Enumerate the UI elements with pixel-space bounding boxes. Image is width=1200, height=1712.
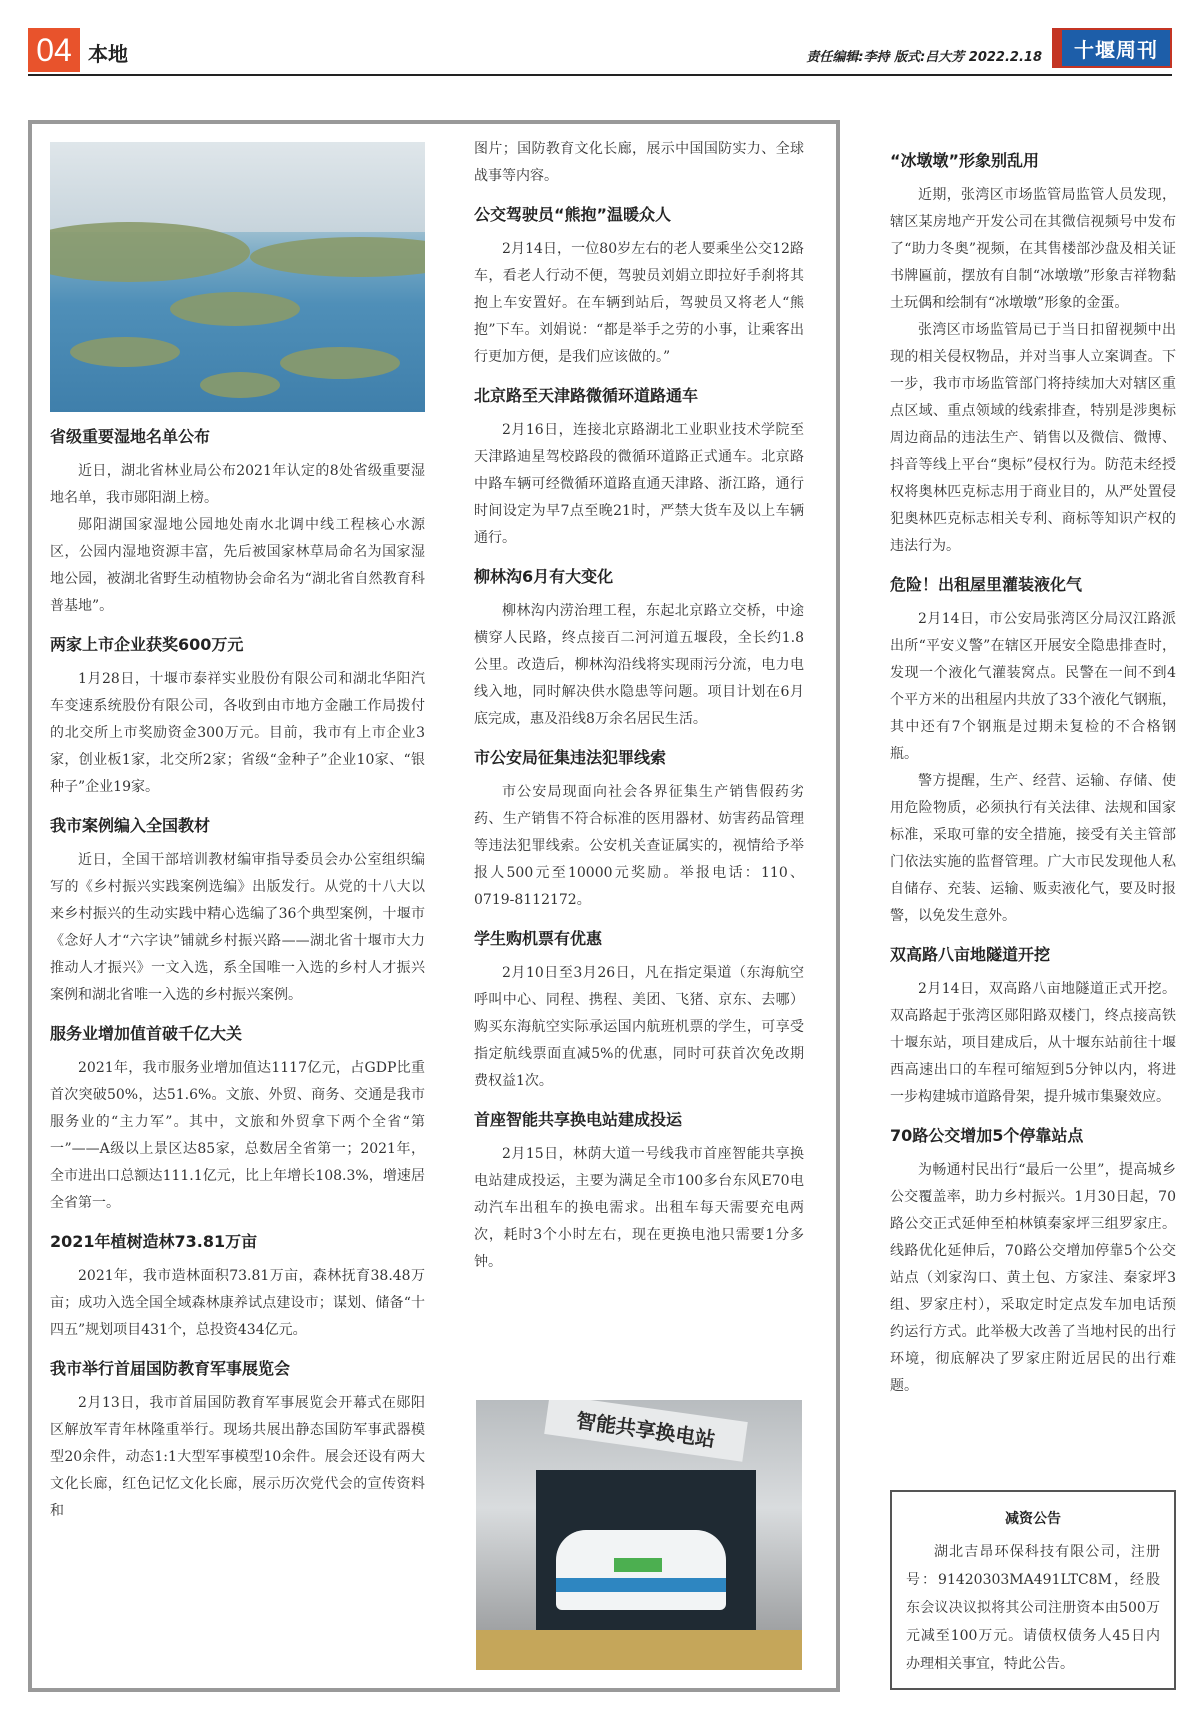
article-heading: 危险！出租屋里灌装液化气 [890, 575, 1083, 594]
article-heading: 70路公交增加5个停靠站点 [890, 1126, 1084, 1145]
notice-title: 减资公告 [1005, 1511, 1061, 1527]
article-heading: 两家上市企业获奖600万元 [50, 635, 244, 654]
masthead-logo [1052, 28, 1172, 68]
column-b [474, 136, 804, 1276]
article-heading: 我市案例编入全国教材 [50, 816, 211, 835]
article-paragraph: 近期，张湾区市场监管局监管人员发现，辖区某房地产开发公司在其微信视频号中发布了“助力冬奥”视频，在其售楼部沙盘及相关证书牌匾前，摆放有自制“冰墩墩”形象吉祥物黏土玩偶和绘制有“冰墩墩”形象的金蛋。 [890, 187, 1176, 311]
article-paragraph: 2月10日至3月26日，凡在指定渠道（东海航空呼叫中心、同程、携程、美团、飞猪、京东、去哪）购买东海航空实际承运国内航班机票的学生，可享受指定航线票面直减5%的优惠，同时可获首次免改期费权益1次。 [474, 965, 804, 1089]
article-heading: 省级重要湿地名单公布 [50, 427, 211, 446]
article-paragraph: 2月13日，我市首届国防教育军事展览会开幕式在郧阳区解放军青年林隆重举行。现场共展出静态国防军事武器模型20余件，动态1:1大型军事模型10余件。展会还设有两大文化长廊，红色记忆文化长廊，展示历次党代会的宣传资料和 [50, 1395, 425, 1519]
battery-swap-station-photo [476, 1400, 802, 1670]
article-heading: 学生购机票有优惠 [474, 929, 603, 948]
article-heading: 柳林沟6月有大变化 [474, 567, 614, 586]
header-rule [28, 74, 1172, 76]
article-paragraph: 2月14日，双高路八亩地隧道正式开挖。双高路起于张湾区郧阳路双楼门，终点接高铁十堰东站，项目建成后，从十堰东站前往十堰西高速出口的车程可缩短到5分钟以内，将进一步构建城市道路骨架，提升城市集聚效应。 [890, 981, 1176, 1105]
article-heading: 首座智能共享换电站建成投运 [474, 1110, 683, 1129]
article-heading: 双高路八亩地隧道开挖 [890, 945, 1051, 964]
article-paragraph: 为畅通村民出行“最后一公里”，提高城乡公交覆盖率，助力乡村振兴。1月30日起，70路公交正式延伸至柏林镇秦家坪三组罗家庄。线路优化延伸后，70路公交增加停靠5个公交站点（刘家沟口、黄土包、方家洼、秦家坪3组、罗家庄村），采取定时定点发车加电话预约运行方式。此举极大改善了当地村民的出行环境，彻底解决了罗家庄附近居民的出行难题。 [890, 1162, 1176, 1394]
article-paragraph: 2月16日，连接北京路湖北工业职业技术学院至天津路迪星驾校路段的微循环道路正式通车。北京路中路车辆可经微循环道路直通天津路、浙江路，通行时间设定为早7点至晚21时，严禁大货车及以上车辆通行。 [474, 422, 804, 546]
editor-info: 责任编辑:李持 版式:吕大芳 2022.2.18 [806, 50, 1042, 65]
notice-body: 湖北吉昂环保科技有限公司，注册号：91420303MA491LTC8M，经股东会议决议拟将其公司注册资本由500万元减至100万元。请债权债务人45日内办理相关事宜，特此公告。 [906, 1544, 1160, 1672]
article-paragraph: 2021年，我市服务业增加值达1117亿元，占GDP比重首次突破50%，达51.6%。文旅、外贸、商务、交通是我市服务业的“主力军”。其中，文旅和外贸拿下两个全省“第一”——A级以上景区达85家，总数居全省第一；2021年，全市进出口总额达111.1亿元，比上年增长108.3%，增速居全省第一。 [50, 1060, 425, 1211]
article-paragraph: 图片；国防教育文化长廊，展示中国国防实力、全球战事等内容。 [474, 141, 804, 184]
article-paragraph: 2月14日，市公安局张湾区分局汉江路派出所“平安义警”在辖区开展安全隐患排查时，发现一个液化气灌装窝点。民警在一间不到4个平方米的出租屋内共放了33个液化气钢瓶，其中还有7个钢瓶是过期未复检的不合格钢瓶。 [890, 611, 1176, 762]
station-sign: 智能共享换电站 [544, 1400, 748, 1462]
column-a [50, 142, 425, 1525]
article-heading: 市公安局征集违法犯罪线索 [474, 748, 667, 767]
lake-aerial-photo [50, 142, 425, 412]
page-header [28, 28, 1172, 72]
article-paragraph: 市公安局现面向社会各界征集生产销售假药劣药、生产销售不符合标准的医用器材、妨害药品管理等违法犯罪线索。公安机关查证属实的，视情给予举报人500元至10000元奖励。举报电话：110、0719-8112172。 [474, 784, 804, 908]
article-paragraph: 2月14日，一位80岁左右的老人要乘坐公交12路车，看老人行动不便，驾驶员刘娟立即拉好手刹将其抱上车安置好。在车辆到站后，驾驶员又将老人“熊抱”下车。刘娟说：“都是举手之劳的小事，让乘客出行更加方便，是我们应该做的。” [474, 241, 804, 365]
article-heading: 我市举行首届国防教育军事展览会 [50, 1359, 291, 1378]
article-paragraph: 2月15日，林荫大道一号线我市首座智能共享换电站建成投运，主要为满足全市100多台东风E70电动汽车出租车的换电需求。出租车每天需要充电两次，耗时3个小时左右，现在更换电池只需要1分多钟。 [474, 1146, 804, 1270]
section-label: 本地 [88, 42, 128, 66]
article-paragraph: 柳林沟内涝治理工程，东起北京路立交桥，中途横穿人民路，终点接百二河河道五堰段，全长约1.8公里。改造后，柳林沟沿线将实现雨污分流，电力电线入地，同时解决供水隐患等问题。项目计划在6月底完成，惠及沿线8万余名居民生活。 [474, 603, 804, 727]
column-c [890, 136, 1176, 1400]
masthead-title: 十堰周刊 [1062, 30, 1170, 66]
article-heading: 服务业增加值首破千亿大关 [50, 1024, 243, 1043]
article-paragraph: 张湾区市场监管局已于当日扣留视频中出现的相关侵权物品，并对当事人立案调查。下一步，我市市场监管部门将持续加大对辖区重点区域、重点领域的线索排查，特别是涉奥标周边商品的违法生产、销售以及微信、微博、抖音等线上平台“奥标”侵权行为。防范未经授权将奥林匹克标志用于商业目的，从严处置侵犯奥林匹克标志相关专利、商标等知识产权的违法行为。 [890, 322, 1176, 554]
article-paragraph: 郧阳湖国家湿地公园地处南水北调中线工程核心水源区，公园内湿地资源丰富，先后被国家林草局命名为国家湿地公园，被湖北省野生动植物协会命名为“湖北省自然教育科普基地”。 [50, 517, 425, 614]
article-paragraph: 近日，全国干部培训教材编审指导委员会办公室组织编写的《乡村振兴实践案例选编》出版发行。从党的十八大以来乡村振兴的生动实践中精心选编了36个典型案例，十堰市《念好人才“六字诀”铺就乡村振兴路——湖北省十堰市大力推动人才振兴》一文入选，系全国唯一入选的乡村人才振兴案例和湖北省唯一入选的乡村振兴案例。 [50, 852, 425, 1003]
article-paragraph: 1月28日，十堰市泰祥实业股份有限公司和湖北华阳汽车变速系统股份有限公司，各收到由市地方金融工作局拨付的北交所上市奖励资金300万元。目前，我市有上市企业3家，创业板1家，北交所2家；省级“金种子”企业10家、“银种子”企业19家。 [50, 671, 425, 795]
article-heading: 公交驾驶员“熊抱”温暖众人 [474, 205, 672, 224]
page-number: 04 [28, 28, 80, 72]
article-heading: 2021年植树造林73.81万亩 [50, 1232, 258, 1251]
article-paragraph: 近日，湖北省林业局公布2021年认定的8处省级重要湿地名单，我市郧阳湖上榜。 [50, 463, 425, 506]
capital-reduction-notice [890, 1490, 1176, 1690]
article-heading: 北京路至天津路微循环道路通车 [474, 386, 699, 405]
article-heading: “冰墩墩”形象别乱用 [890, 151, 1040, 170]
article-paragraph: 警方提醒，生产、经营、运输、存储、使用危险物质，必须执行有关法律、法规和国家标准，采取可靠的安全措施，接受有关主管部门依法实施的监督管理。广大市民发现他人私自储存、充装、运输、贩卖液化气，要及时报警，以免发生意外。 [890, 773, 1176, 924]
article-paragraph: 2021年，我市造林面积73.81万亩，森林抚育38.48万亩；成功入选全国全域森林康养试点建设市；谋划、储备“十四五”规划项目431个，总投资434亿元。 [50, 1268, 425, 1338]
